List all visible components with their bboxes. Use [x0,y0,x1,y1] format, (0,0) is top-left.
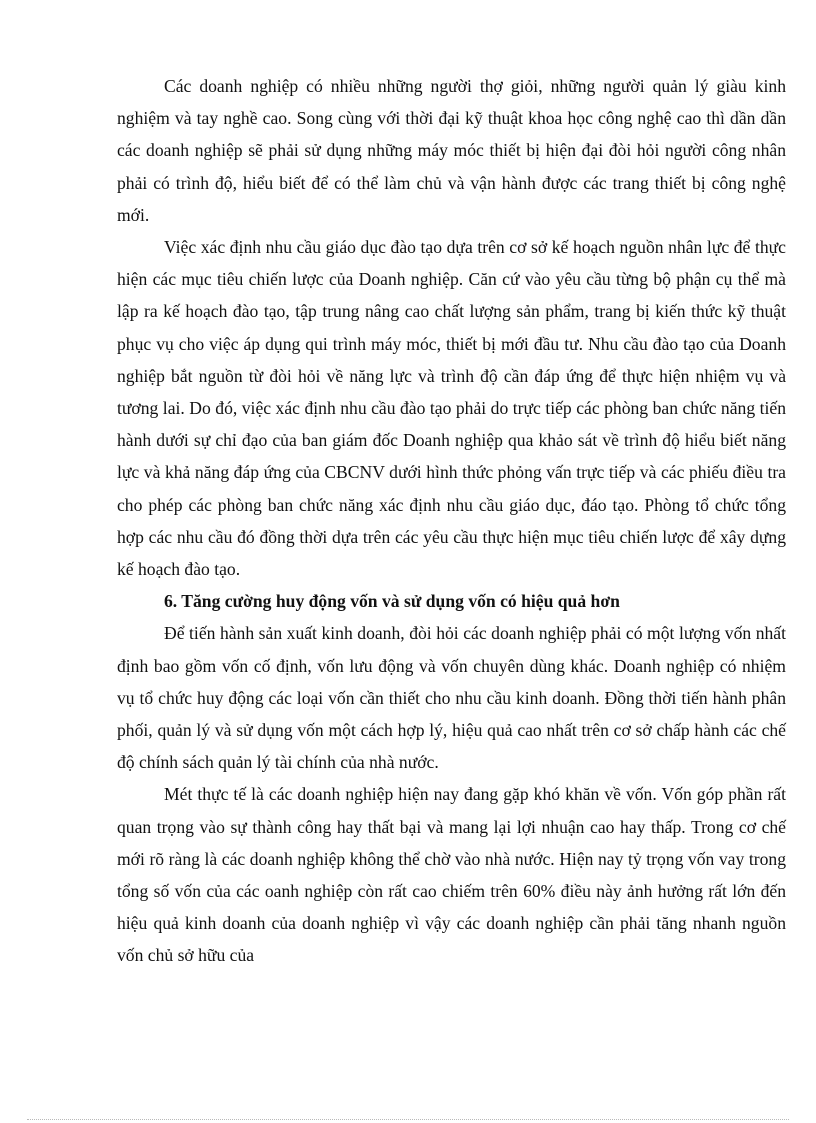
paragraph-capital-mobilization: Để tiến hành sản xuất kinh doanh, đòi hỏi các doanh nghiệp phải có một lượng vốn nhất định bao gồm vốn cố định, vốn lưu động và vốn chuyên dùng khác. Doanh nghiệp có nhiệm vụ tổ chức huy động các loại vốn cần thiết cho nhu cầu kinh doanh. Đồng thời tiến hành phân phối, quản lý và sử dụng vốn một cách hợp lý, hiệu quả cao nhất trên cơ sở chấp hành các chế độ chính sách quản lý tài chính của nhà nước. [117,623,786,773]
paragraph-skilled-workers: Các doanh nghiệp có nhiều những người thợ giỏi, những người quản lý giàu kinh nghiệm và tay nghề cao. Song cùng với thời đại kỹ thuật khoa học công nghệ cao thì dần dần các doanh nghiệp sẽ phải sử dụng những máy móc thiết bị hiện đại đòi hỏi người công nhân phải có trình độ, hiểu biết để có thể làm chủ và vận hành được các trang thiết bị công nghệ mới. [117,76,786,225]
document-body [117,70,786,972]
paragraph-capital-difficulties: Mét thực tế là các doanh nghiệp hiện nay đang gặp khó khăn về vốn. Vốn góp phần rất quan trọng vào sự thành công hay thất bại và mang lại lợi nhuận cao hay thấp. Trong cơ chế mới rõ ràng là các doanh nghiệp không thể chờ vào nhà nước. Hiện nay tỷ trọng vốn vay trong tổng số vốn của các oanh nghiệp còn rất cao chiếm trên 60% điều này ảnh hưởng rất lớn đến hiệu quả kinh doanh của doanh nghiệp vì vậy các doanh nghiệp cần phải tăng nhanh nguồn vốn chủ sở hữu của [117,784,786,966]
paragraph-training-needs: Việc xác định nhu cầu giáo dục đào tạo dựa trên cơ sở kế hoạch nguồn nhân lực để thực hiện các mục tiêu chiến lược của Doanh nghiệp. Căn cứ vào yêu cầu từng bộ phận cụ thể mà lập ra kế hoạch đào tạo, tập trung nâng cao chất lượng sản phẩm, trang bị kiến thức kỹ thuật phục vụ cho việc áp dụng qui trình máy móc, thiết bị mới đầu tư. Nhu cầu đào tạo của Doanh nghiệp bắt nguồn từ đòi hỏi về năng lực và trình độ cần đáp ứng để thực hiện nhiệm vụ và tương lai. Do đó, việc xác định nhu cầu đào tạo phải do trực tiếp các phòng ban chức năng tiến hành dưới sự chỉ đạo của ban giám đốc Doanh nghiệp qua khảo sát về trình độ hiểu biết năng lực và khả năng đáp ứng của CBCNV dưới hình thức phỏng vấn trực tiếp và các phiếu điều tra cho phép các phòng ban chức năng xác định nhu cầu giáo dục, đáo tạo. Phòng tổ chức tổng hợp các nhu cầu đó đồng thời dựa trên các yêu cầu thực hiện mục tiêu chiến lược để xây dựng kế hoạch đào tạo. [117,237,786,580]
section-heading-capital: 6. Tăng cường huy động vốn và sử dụng vốn có hiệu quả hơn [164,591,620,612]
page-bottom-divider [27,1119,789,1120]
